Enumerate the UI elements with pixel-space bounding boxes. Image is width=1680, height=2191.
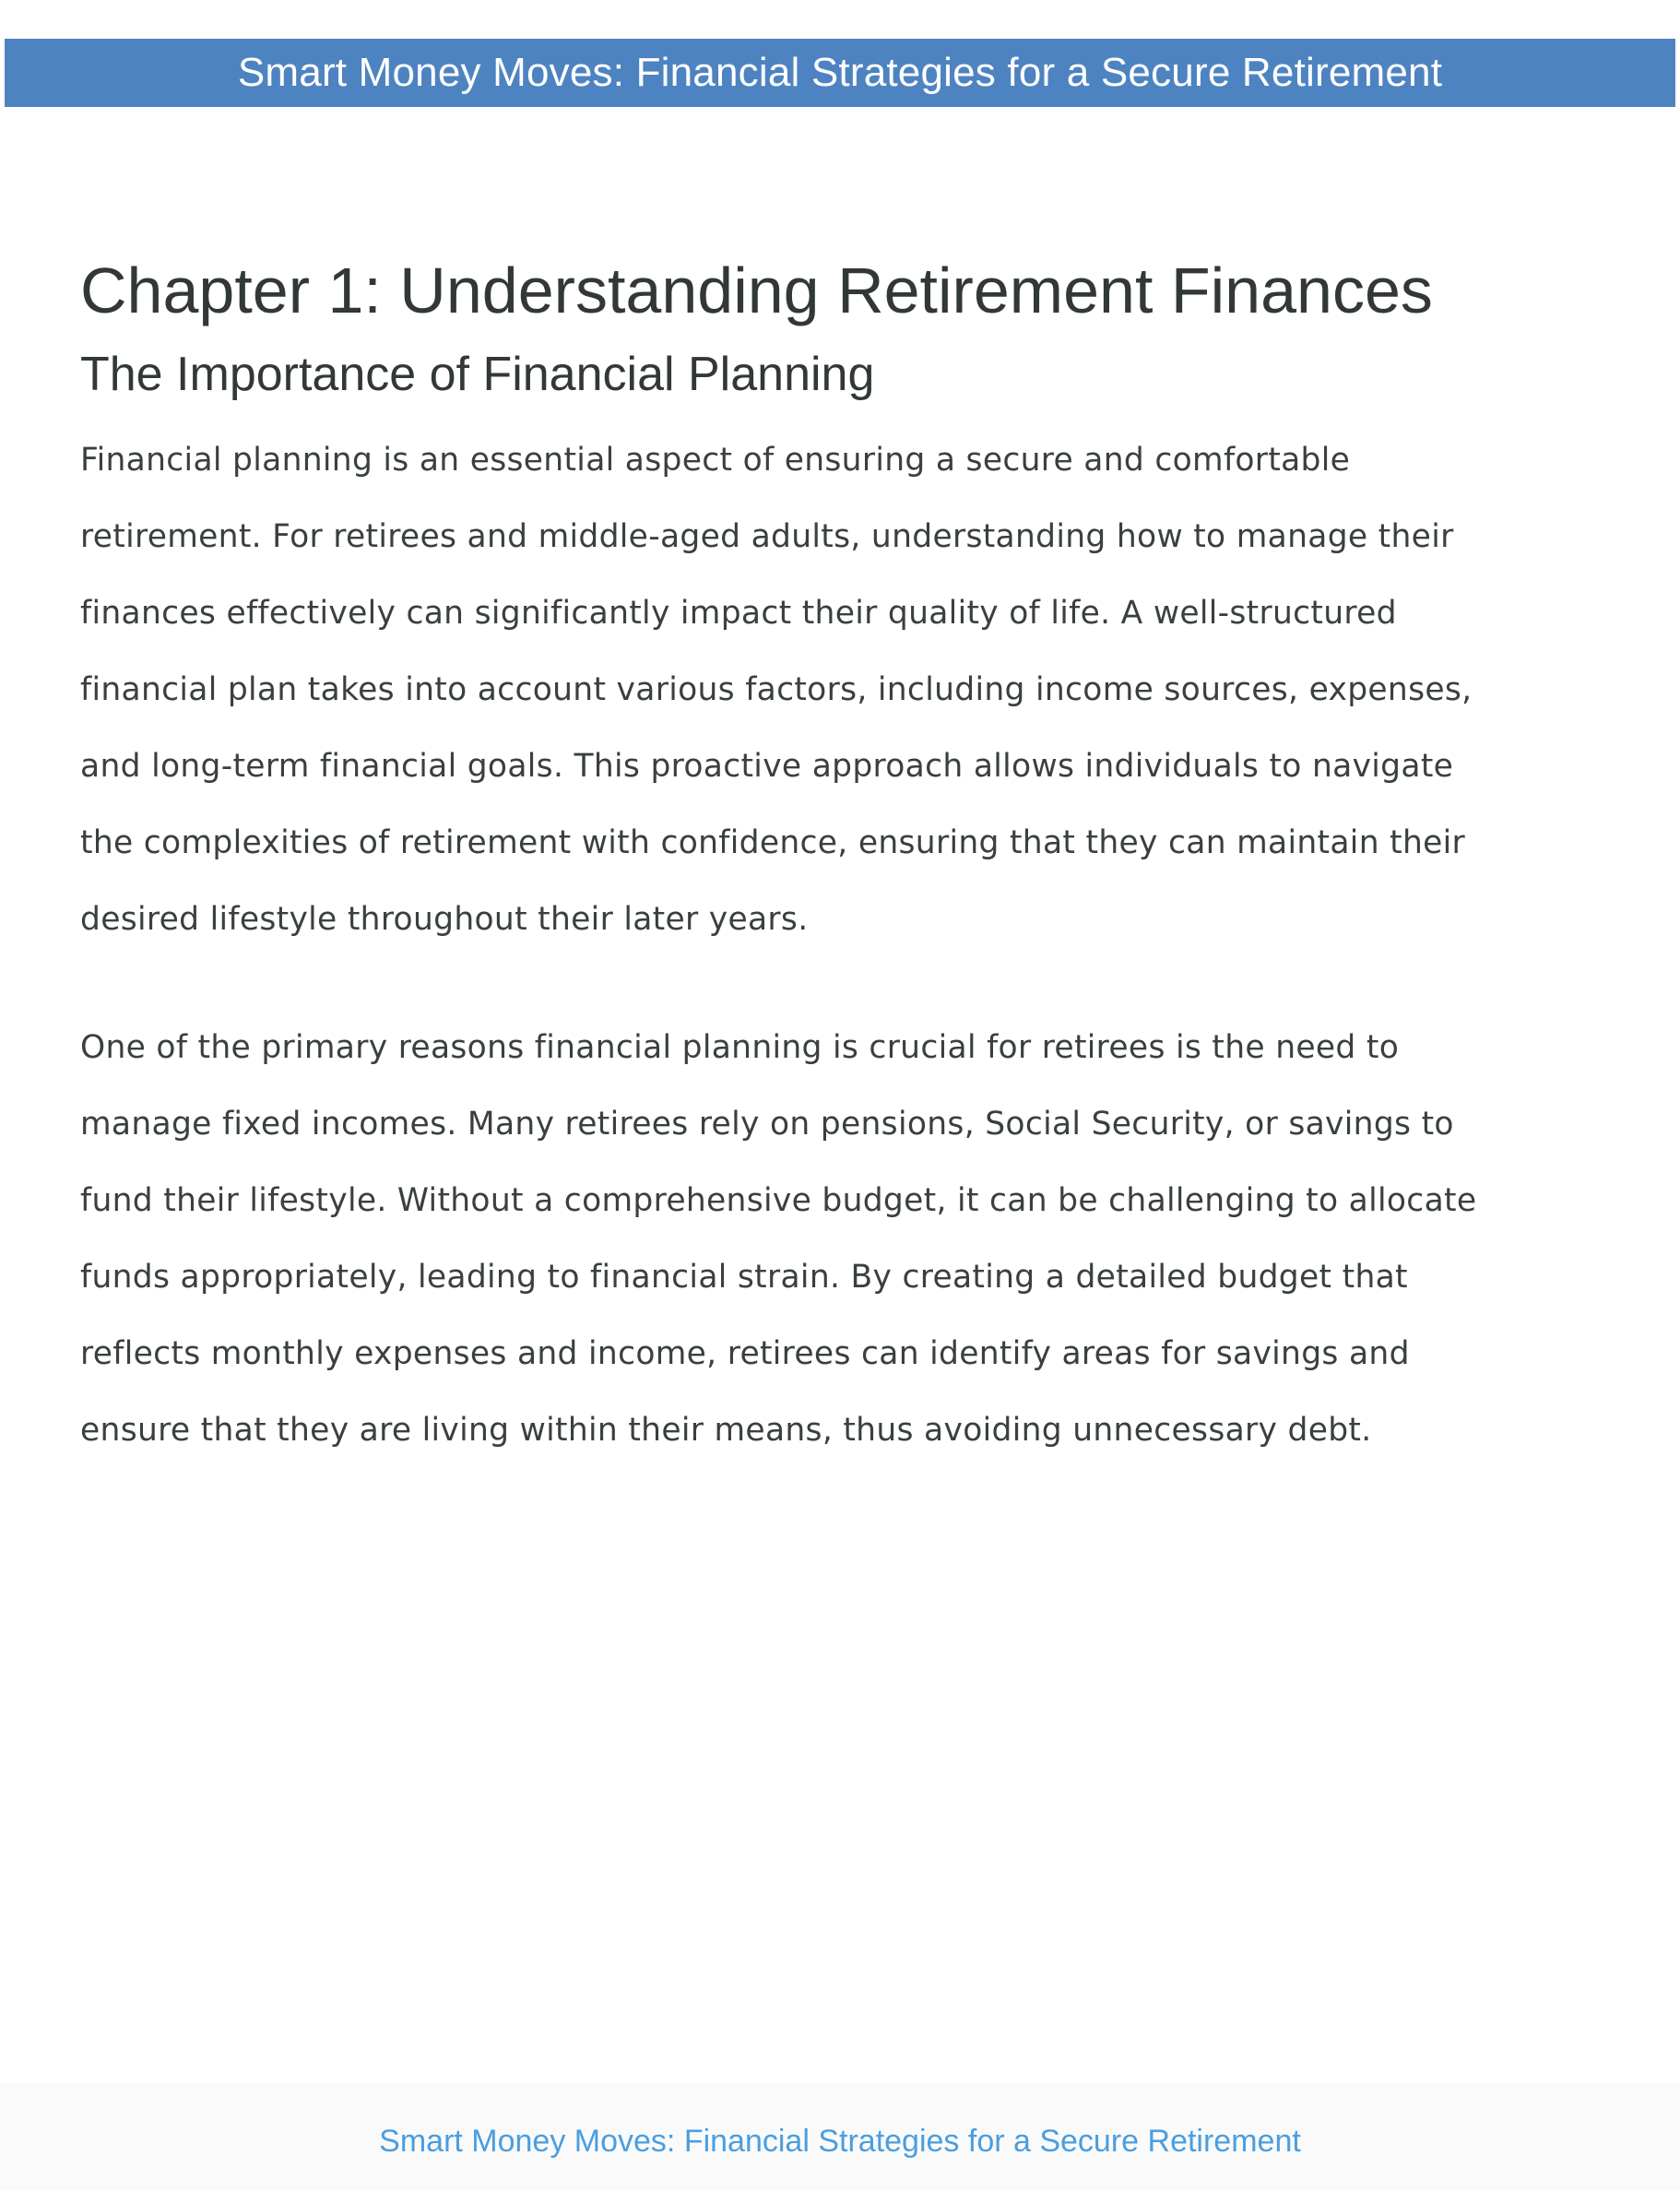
paragraph-line: retirement. For retirees and middle-aged adults, understanding how to manage their: [80, 518, 1454, 555]
paragraph-line: the complexities of retirement with confidence, ensuring that they can maintain their: [80, 824, 1466, 861]
paragraph-line: and long-term financial goals. This proactive approach allows individuals to navigate: [80, 748, 1454, 785]
paragraph-line: reflects monthly expenses and income, retirees can identify areas for savings and: [80, 1335, 1410, 1372]
section-title: The Importance of Financial Planning: [80, 348, 875, 401]
paragraph-line: manage fixed incomes. Many retirees rely on pensions, Social Security, or savings to: [80, 1106, 1454, 1143]
paragraph-line: funds appropriately, leading to financial strain. By creating a detailed budget that: [80, 1259, 1408, 1296]
paragraph-line: ensure that they are living within their means, thus avoiding unnecessary debt.: [80, 1412, 1372, 1449]
footer-book-title: Smart Money Moves: Financial Strategies for a Secure Retirement: [379, 2124, 1301, 2159]
paragraph-line: One of the primary reasons financial planning is crucial for retirees is the need to: [80, 1029, 1400, 1066]
paragraph-line: finances effectively can significantly impact their quality of life. A well-structured: [80, 595, 1397, 632]
header-book-title: Smart Money Moves: Financial Strategies for a Secure Retirement: [237, 50, 1443, 95]
page-footer: [0, 2083, 1680, 2191]
page-header: [5, 39, 1675, 107]
paragraph-line: financial plan takes into account various factors, including income sources, expenses,: [80, 671, 1473, 708]
paragraph-1: [80, 422, 1611, 958]
page-content: [80, 249, 1611, 1469]
paragraph-line: desired lifestyle throughout their later years.: [80, 901, 809, 938]
paragraph-line: Financial planning is an essential aspect of ensuring a secure and comfortable: [80, 442, 1351, 479]
paragraph-2: [80, 1010, 1611, 1469]
paragraph-line: fund their lifestyle. Without a comprehensive budget, it can be challenging to allocate: [80, 1182, 1477, 1219]
chapter-title: Chapter 1: Understanding Retirement Finances: [80, 255, 1433, 326]
